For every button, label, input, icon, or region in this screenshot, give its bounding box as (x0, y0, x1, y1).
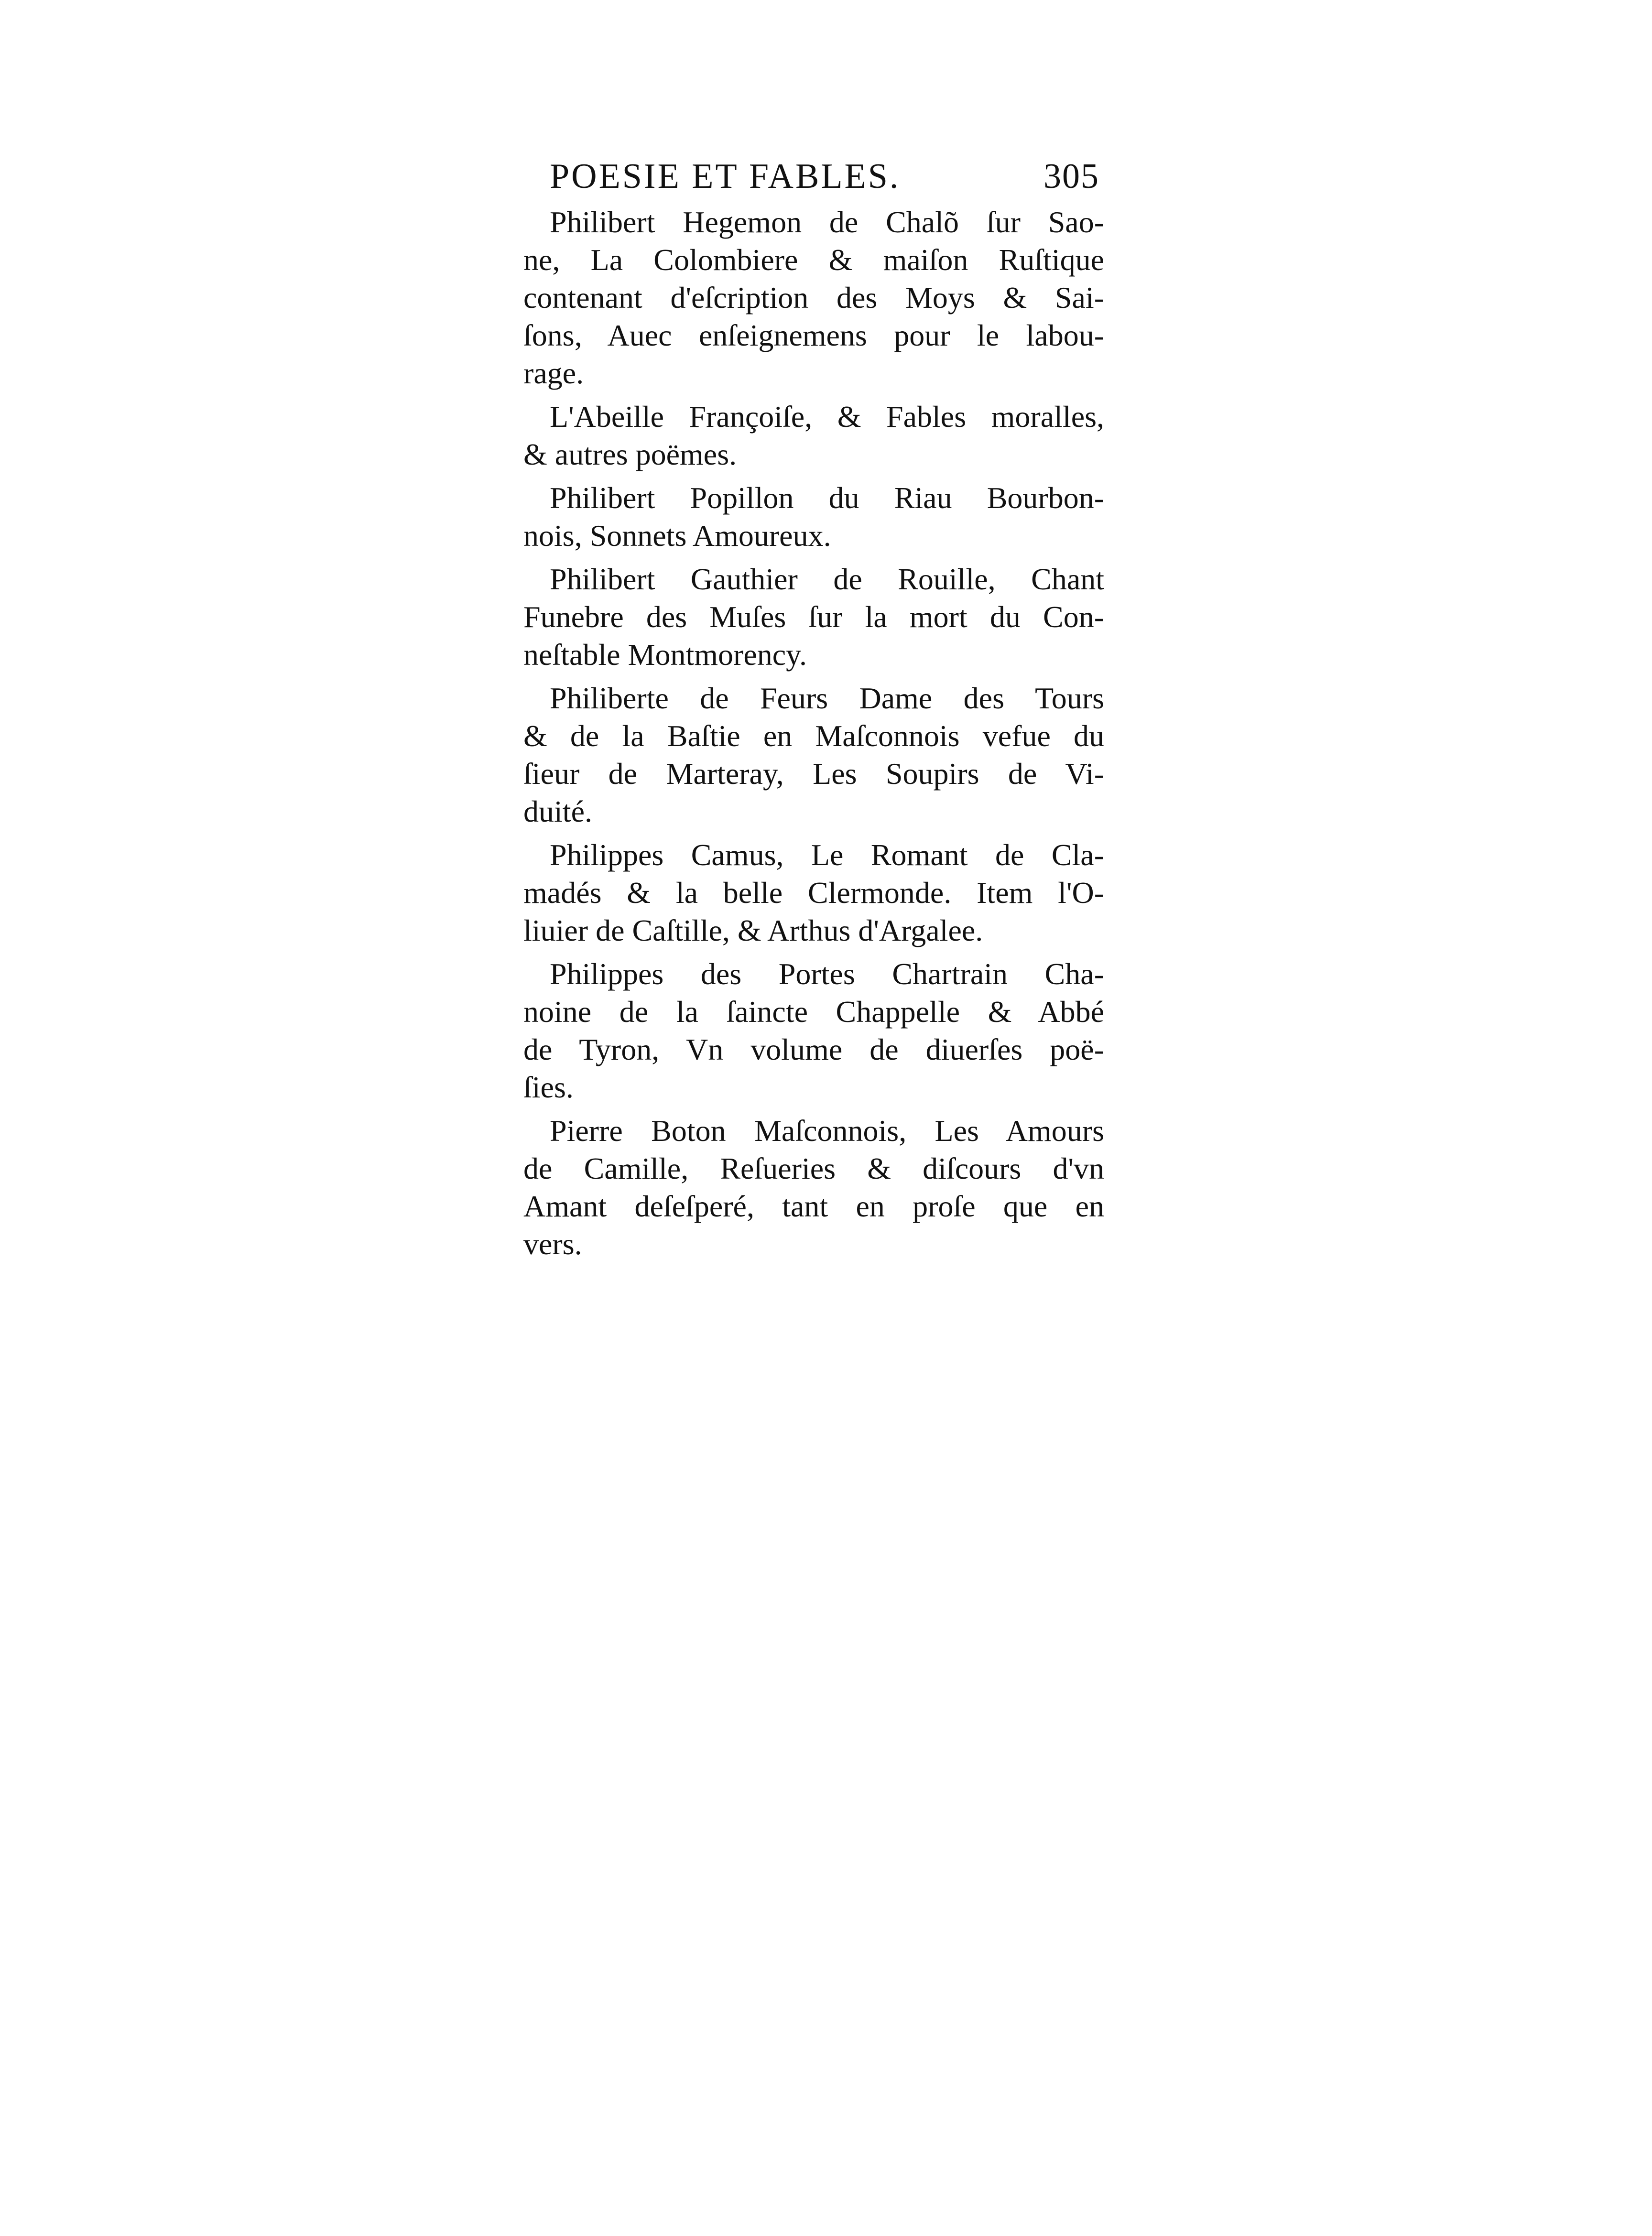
entry-line: de Tyron, Vn volume de diuerſes poë- (523, 1032, 1104, 1066)
entry-line: neſtable Montmorency. (523, 638, 807, 672)
entry-line: ſies. (523, 1070, 574, 1104)
entry-line: Philibert Hegemon de Chalõ ſur Sao- (550, 205, 1104, 239)
entry-line: de Camille, Reſueries & diſcours d'vn (523, 1151, 1104, 1185)
catalog-entry (523, 560, 1104, 673)
catalog-entry (523, 479, 1104, 554)
entry-line: Philibert Gauthier de Rouille, Chant (550, 562, 1104, 596)
catalog-entry (523, 679, 1104, 830)
catalog-entry (523, 398, 1104, 473)
catalog-entry (523, 836, 1104, 949)
entry-line: Philippes Camus, Le Romant de Cla- (550, 838, 1104, 872)
running-head (523, 158, 1104, 203)
entry-line: & autres poëmes. (523, 437, 737, 471)
entry-line: ſons, Auec enſeignemens pour le labou- (523, 318, 1104, 352)
entry-line: madés & la belle Clermonde. Item l'O- (523, 876, 1104, 910)
entry-line: contenant d'eſcription des Moys & Sai- (523, 281, 1104, 315)
text-block (523, 158, 1104, 1269)
page-number: 305 (1043, 157, 1099, 196)
catalog-entry (523, 955, 1104, 1106)
catalog-entry (523, 203, 1104, 392)
entry-line: Philiberte de Feurs Dame des Tours (550, 681, 1104, 715)
running-title: POESIE ET FABLES. (550, 157, 901, 196)
entry-line: noine de la ſaincte Chappelle & Abbé (523, 995, 1104, 1029)
entry-line: Philippes des Portes Chartrain Cha- (550, 957, 1104, 991)
entry-line: rage. (523, 356, 584, 390)
entry-line: vers. (523, 1227, 582, 1261)
entry-line: ne, La Colombiere & maiſon Ruſtique (523, 243, 1104, 277)
entry-line: liuier de Caſtille, & Arthus d'Argalee. (523, 913, 983, 947)
entry-line: ſieur de Marteray, Les Soupirs de Vi- (523, 757, 1104, 791)
entry-line: L'Abeille Françoiſe, & Fables moralles, (550, 400, 1104, 434)
entry-line: duité. (523, 794, 592, 828)
entry-line: Amant deſeſperé, tant en proſe que en (523, 1189, 1104, 1223)
entry-line: Pierre Boton Maſconnois, Les Amours (550, 1114, 1104, 1148)
entry-line: Philibert Popillon du Riau Bourbon- (550, 481, 1104, 515)
entry-line: nois, Sonnets Amoureux. (523, 519, 831, 553)
catalog-entry (523, 1112, 1104, 1263)
entry-line: & de la Baſtie en Maſconnois vefue du (523, 719, 1104, 753)
entry-line: Funebre des Muſes ſur la mort du Con- (523, 600, 1104, 634)
